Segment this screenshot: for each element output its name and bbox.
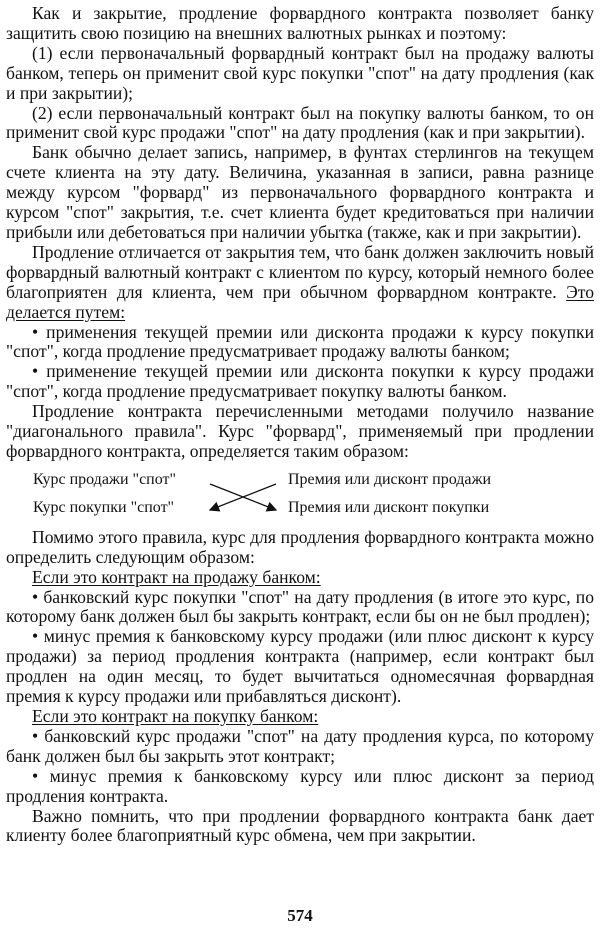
paragraph-alternative: Помимо этого правила, курс для продления форвардного контракта можно определить следующим образом: <box>6 526 594 567</box>
paragraph-item-1: (1) если первоначальный форвардный контракт был на продажу валюты банком, теперь он применит свой курс покупки "спот" на дату продления (как и при закрытии); <box>6 42 594 103</box>
bullet-spot-buy-rate: • банковский курс покупки "спот" на дату продления (в итоге это курс, по которому банк должен был бы закрыть контракт, если бы он не был продлен); <box>6 586 594 627</box>
subheading-sale-text: Если это контракт на продажу банком: <box>32 566 321 587</box>
bullet-purchase: • применение текущей премии или дисконта покупки к курсу продажи "спот", когда продление предусматривает покупку валюты банком. <box>6 361 594 402</box>
diagram-right-top: Премия или дисконт продажи <box>288 470 492 488</box>
paragraph-diagonal-rule: Продление контракта перечисленными методами получило название "диагонального правила". Курс "форвард", применяемый при продлении форвардного контракта, определяется таким образом: <box>6 401 594 461</box>
underlined-phrase: Это делается путем: <box>6 281 594 322</box>
paragraph-difference <box>6 243 594 323</box>
bullet-spot-sell-rate: • банковский курс продажи "спот" на дату продления курса, по которому банк должен был бы закрыть этот контракт; <box>6 725 594 766</box>
paragraph-record: Банк обычно делает запись, например, в фунтах стерлингов на текущем счете клиента на эту дату. Величина, указанная в записи, равна разнице между курсом "форвард" из первоначального форвардного контракта и курсом "спот" закрытия, т.е. счет клиента будет кредитоваться при наличии прибыли или дебетоваться при наличии убытка (также, как и при закрытии). <box>6 142 594 242</box>
subheading-purchase-contract <box>6 707 594 727</box>
bullet-minus-premium-sale: • минус премия к банковскому курсу продажи (или плюс дисконт к курсу продажи) за период продления контракта (например, если контракт был продлен на один месяц, то будет вычитаться одномесячная форвардная премия к курсу продажи или прибавляться дисконт). <box>6 626 594 707</box>
diagram-left-top: Курс продажи "спот" <box>33 470 177 488</box>
subheading-purchase-text: Если это контракт на покупку банком: <box>32 706 319 726</box>
paragraph-intro: Как и закрытие, продление форвардного контракта позволяет банку защитить свою позицию на внешних валютных рынках и поэтому: <box>6 3 594 43</box>
bullet-sale: • применения текущей премии или дисконта продажи к курсу покупки "спот", когда продление предусматривает продажу валюты банком; <box>6 321 594 362</box>
cross-arrows-icon <box>206 474 282 518</box>
paragraph-item-2: (2) если первоначальный контракт был на покупку валюты банком, то он применит свой курс продажи "спот" на дату продления (как и при закрытии). <box>6 102 594 143</box>
paragraph-conclusion: Важно помнить, что при продлении форвардного контракта банк дает клиенту более благоприятный курс обмена, чем при закрытии. <box>6 805 594 846</box>
subheading-sale-contract <box>6 568 594 588</box>
diagram-right-bottom: Премия или дисконт покупки <box>288 498 490 516</box>
bullet-minus-premium-purchase: • минус премия к банковскому курсу или плюс дисконт за период продления контракта. <box>6 765 594 806</box>
paragraph-difference-text: Продление отличается от закрытия тем, что банк должен заключить новый форвардный валютный контракт с клиентом по курсу, который немного более благоприятен для клиента, чем при обычном форвардном контракте. <box>6 241 594 302</box>
diagonal-rule-diagram <box>6 470 594 524</box>
page-number: 574 <box>287 906 313 925</box>
diagram-left-bottom: Курс покупки "спот" <box>33 498 175 516</box>
